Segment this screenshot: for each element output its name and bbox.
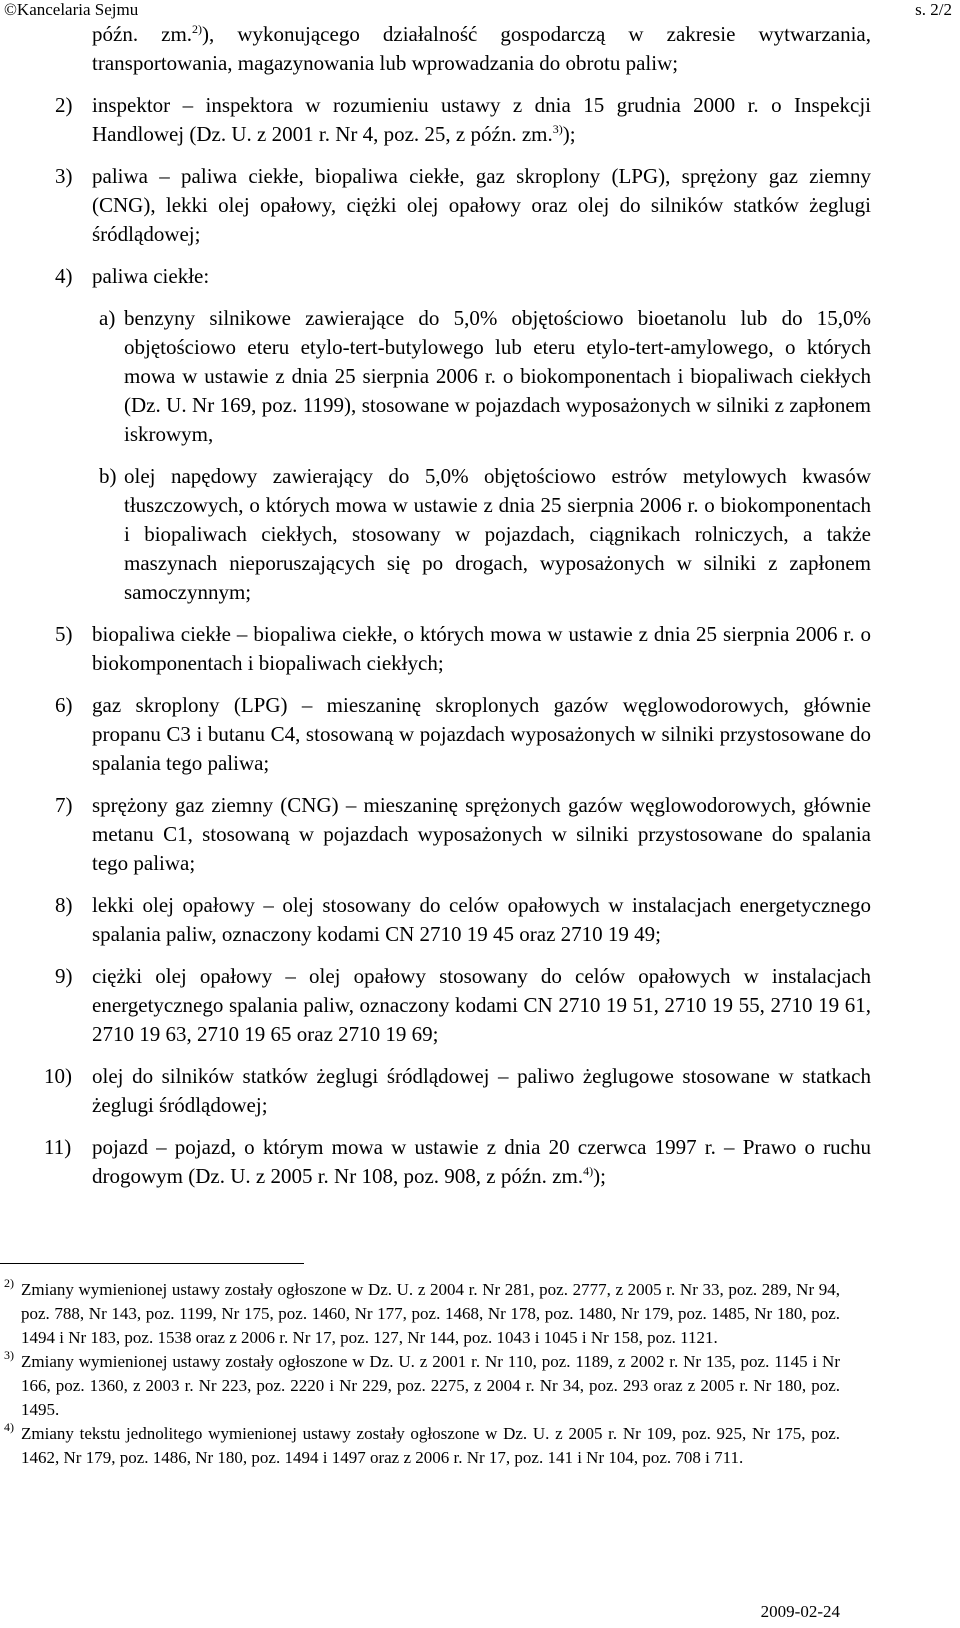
footnote: 2) Zmiany wymienionej ustawy zostały ogłoszone w Dz. U. z 2004 r. Nr 281, poz. 2777, z 2005 r. Nr 33, poz. 289, Nr 94, poz. 788, Nr 143, poz. 1199, Nr 175, poz. 1460, Nr 177, poz. 1468, Nr 178, poz. 1480, Nr 179, poz. 1485, Nr 180, poz. 1494 i Nr 183, poz. 1538 oraz z 2006 r. Nr 17, poz. 127, Nr 144, poz. 1043 i 1045 i Nr 158, poz. 1121. xyxy=(8,1278,840,1350)
footnote-mark: 3) xyxy=(4,1348,14,1362)
definition-item: 6) gaz skroplony (LPG) – mieszaninę skroplonych gazów węglowodorowych, głównie propanu C3 i butanu C4, stosowaną w pojazdach wyposażonych w silniki przystosowane do spalania tego paliwa; xyxy=(55,693,871,775)
footnote-mark: 4) xyxy=(4,1420,14,1434)
definition-item: 11) pojazd – pojazd, o którym mowa w ustawie z dnia 20 czerwca 1997 r. – Prawo o ruchu drogowym (Dz. U. z 2005 r. Nr 108, poz. 908, z późn. zm.$^{4)}$); xyxy=(44,1135,871,1188)
sub-item: b) olej napędowy zawierający do 5,0% objętościowo estrów metylowych kwasów tłuszczowych, o których mowa w ustawie z dnia 25 sierpnia 2006 r. o biokomponentach i biopaliwach ciekłych, stosowany w pojazdach, ciągnikach rolniczych, a także maszynach nieporuszających się po drogach, wyposażonych w silniki z zapłonem samoczynnym; xyxy=(99,464,871,604)
item-number: 7) xyxy=(55,793,73,817)
footnote-ref: 3) xyxy=(552,122,563,136)
footnote-ref: 4) xyxy=(583,1164,594,1178)
definition-item: 5) biopaliwa ciekłe – biopaliwa ciekłe, o których mowa w ustawie z dnia 25 sierpnia 2006 r. o biokomponentach i biopaliwach ciekłych; xyxy=(55,622,871,675)
sub-item-letter: a) xyxy=(99,306,116,330)
footer-date: 2009-02-24 xyxy=(760,1602,840,1621)
item-number: 11) xyxy=(44,1135,72,1159)
footnote-divider xyxy=(0,1263,304,1264)
sub-item-letter: b) xyxy=(99,464,117,488)
definition-item: 4) paliwa ciekłe: xyxy=(55,262,871,291)
footnotes xyxy=(4,1276,840,1470)
item-number: 4) xyxy=(55,264,73,288)
definition-item: 9) ciężki olej opałowy – olej opałowy stosowany do celów opałowych w instalacjach energetycznego spalania paliw, oznaczony kodami CN 2710 19 51, 2710 19 55, 2710 19 61, 2710 19 63, 2710 19 65 oraz 2710 19 69; xyxy=(55,964,871,1046)
definition-item: 7) sprężony gaz ziemny (CNG) – mieszaninę sprężonych gazów węglowodorowych, głównie metanu C1, stosowaną w pojazdach wyposażonych w silniki przystosowane do spalania tego paliwa; xyxy=(55,793,871,875)
item-number: 10) xyxy=(44,1064,72,1088)
footnote: 3) Zmiany wymienionej ustawy zostały ogłoszone w Dz. U. z 2001 r. Nr 110, poz. 1189, z 2002 r. Nr 135, poz. 1145 i Nr 166, poz. 1360, z 2003 r. Nr 223, poz. 2220 i Nr 229, poz. 2275, z 2004 r. Nr 34, poz. 293 oraz z 2005 r. Nr 180, poz. 1495. xyxy=(8,1350,840,1422)
item-number: 3) xyxy=(55,164,73,188)
item-number: 6) xyxy=(55,693,73,717)
sub-item: a) benzyny silnikowe zawierające do 5,0% objętościowo bioetanolu lub do 15,0% objętościowo eteru etylo-tert-butylowego lub eteru etylo-tert-amylowego, o których mowa w ustawie z dnia 25 sierpnia 2006 r. o biokomponentach i biopaliwach ciekłych (Dz. U. Nr 169, poz. 1199), stosowane w pojazdach wyposażonych w silniki z zapłonem iskrowym, xyxy=(99,306,871,446)
item-number: 5) xyxy=(55,622,73,646)
definition-item: 10) olej do silników statków żeglugi śródlądowej – paliwo żeglugowe stosowane w statkach żeglugi śródlądowej; xyxy=(44,1064,871,1117)
footnote: 4) Zmiany tekstu jednolitego wymienionej ustawy zostały ogłoszone w Dz. U. z 2005 r. Nr 109, poz. 925, Nr 175, poz. 1462, Nr 179, poz. 1486, Nr 180, poz. 1494 i 1497 oraz z 2006 r. Nr 17, poz. 141 i Nr 104, poz. 708 i 711. xyxy=(8,1422,840,1470)
definition-item: 8) lekki olej opałowy – olej stosowany do celów opałowych w instalacjach energetycznego spalania paliw, oznaczony kodami CN 2710 19 45 oraz 2710 19 49; xyxy=(55,893,871,946)
header-publisher: ©Kancelaria Sejmu xyxy=(4,0,139,19)
definition-item: 2) inspektor – inspektora w rozumieniu ustawy z dnia 15 grudnia 2000 r. o Inspekcji Handlowej (Dz. U. z 2001 r. Nr 4, poz. 25, z późn. zm.$^{3)}$); xyxy=(55,93,871,146)
footnote-mark: 2) xyxy=(4,1276,14,1290)
document-body xyxy=(44,20,871,1204)
footnote-ref: 2) xyxy=(192,22,203,36)
item-number: 8) xyxy=(55,893,73,917)
definition-item: 3) paliwa – paliwa ciekłe, biopaliwa ciekłe, gaz skroplony (LPG), sprężony gaz ziemny (CNG), lekki olej opałowy, ciężki olej opałowy oraz olej do silników statków żeglugi śródlądowej; xyxy=(55,164,871,246)
page-number: s. 2/2 xyxy=(915,0,952,19)
item-number: 2) xyxy=(55,93,73,117)
continuation-paragraph: późn. zm.$^{2)}$), wykonującego działalność gospodarczą w zakresie wytwarzania, transportowania, magazynowania lub wprowadzania do obrotu paliw; xyxy=(92,22,871,75)
item-number: 9) xyxy=(55,964,73,988)
